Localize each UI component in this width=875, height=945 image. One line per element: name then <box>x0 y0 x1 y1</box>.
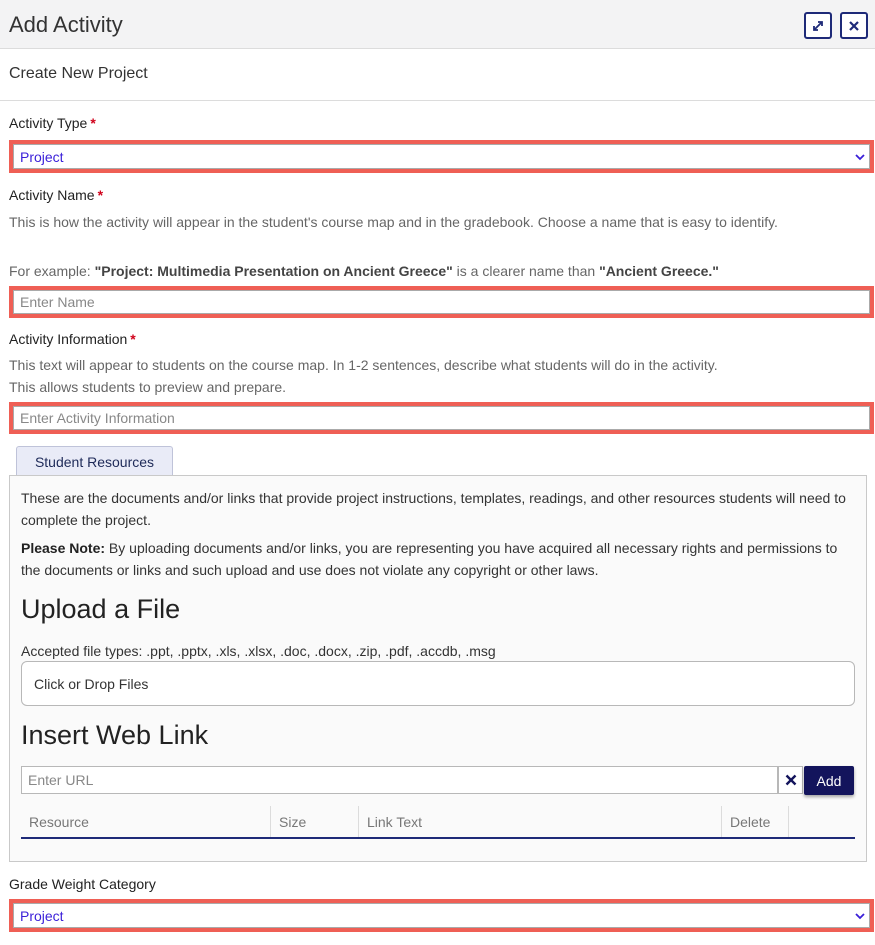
example-prefix: For example: <box>9 263 95 279</box>
activity-name-input[interactable]: Enter Name <box>13 290 870 314</box>
activity-type-value: Project <box>20 148 64 165</box>
resources-note <box>21 537 851 581</box>
column-size[interactable]: Size <box>271 806 359 837</box>
dialog-subheader <box>0 49 875 101</box>
note-label: Please Note: <box>21 540 106 556</box>
grade-weight-select[interactable] <box>13 903 870 928</box>
tab-student-resources[interactable]: Student Resources <box>16 446 173 476</box>
activity-info-label <box>9 331 136 347</box>
column-resource[interactable]: Resource <box>21 806 271 837</box>
activity-info-input[interactable]: Enter Activity Information <box>13 406 870 430</box>
example-good: "Project: Multimedia Presentation on Ancient Greece" <box>94 263 453 279</box>
activity-name-label <box>9 187 103 203</box>
subtitle: Create New Project <box>9 65 148 82</box>
activity-type-label-text: Activity Type <box>9 115 88 131</box>
weblink-heading: Insert Web Link <box>21 720 209 750</box>
column-spacer <box>789 806 855 837</box>
required-mark: * <box>90 115 96 131</box>
file-dropzone[interactable]: Click or Drop Files <box>21 661 855 706</box>
activity-info-highlight <box>9 402 874 434</box>
grade-weight-highlight <box>9 899 874 932</box>
upload-heading: Upload a File <box>21 594 181 624</box>
grade-weight-label: Grade Weight Category <box>9 876 156 892</box>
add-link-button[interactable]: Add <box>804 766 854 795</box>
dialog-header <box>0 0 875 49</box>
clear-x-icon <box>785 774 797 786</box>
activity-info-label-text: Activity Information <box>9 331 128 347</box>
clear-url-button[interactable] <box>778 766 803 794</box>
chevron-down-icon <box>855 153 865 161</box>
dialog-title: Add Activity <box>9 12 123 37</box>
activity-info-help-2: This allows students to preview and prepare. <box>9 379 287 395</box>
activity-name-label-text: Activity Name <box>9 187 95 203</box>
activity-name-help: This is how the activity will appear in the student's course map and in the gradebook. Choose a name that is easy to identify. <box>9 214 778 230</box>
activity-info-help-1: This text will appear to students on the course map. In 1-2 sentences, describe what students will do in the activity. <box>9 357 718 373</box>
close-button[interactable] <box>840 12 868 39</box>
activity-name-highlight <box>9 286 874 318</box>
expand-button[interactable] <box>804 12 832 39</box>
required-mark: * <box>130 331 136 347</box>
activity-name-example <box>9 260 849 282</box>
note-text: By uploading documents and/or links, you are representing you have acquired all necessary rights and permissions to the documents or links and such upload and use does not violate any copyright or other laws. <box>21 540 838 578</box>
activity-type-select[interactable] <box>13 144 870 169</box>
expand-icon <box>811 19 825 33</box>
student-resources-panel <box>9 475 867 862</box>
grade-weight-value: Project <box>20 907 64 924</box>
chevron-down-icon <box>855 912 865 920</box>
example-middle: is a clearer name than <box>452 263 600 279</box>
url-input[interactable]: Enter URL <box>21 766 778 794</box>
resources-table-header <box>21 806 855 839</box>
example-bad: "Ancient Greece." <box>599 263 719 279</box>
activity-type-highlight <box>9 140 874 173</box>
required-mark: * <box>97 187 104 203</box>
resources-intro: These are the documents and/or links that provide project instructions, templates, readings, and other resources students will need to complete the project. <box>21 490 846 528</box>
activity-type-label <box>9 115 96 131</box>
accepted-types: Accepted file types: .ppt, .pptx, .xls, .xlsx, .doc, .docx, .zip, .pdf, .accdb, .msg <box>21 643 496 659</box>
column-delete: Delete <box>722 806 789 837</box>
close-icon <box>847 19 861 33</box>
column-link-text[interactable]: Link Text <box>359 806 722 837</box>
